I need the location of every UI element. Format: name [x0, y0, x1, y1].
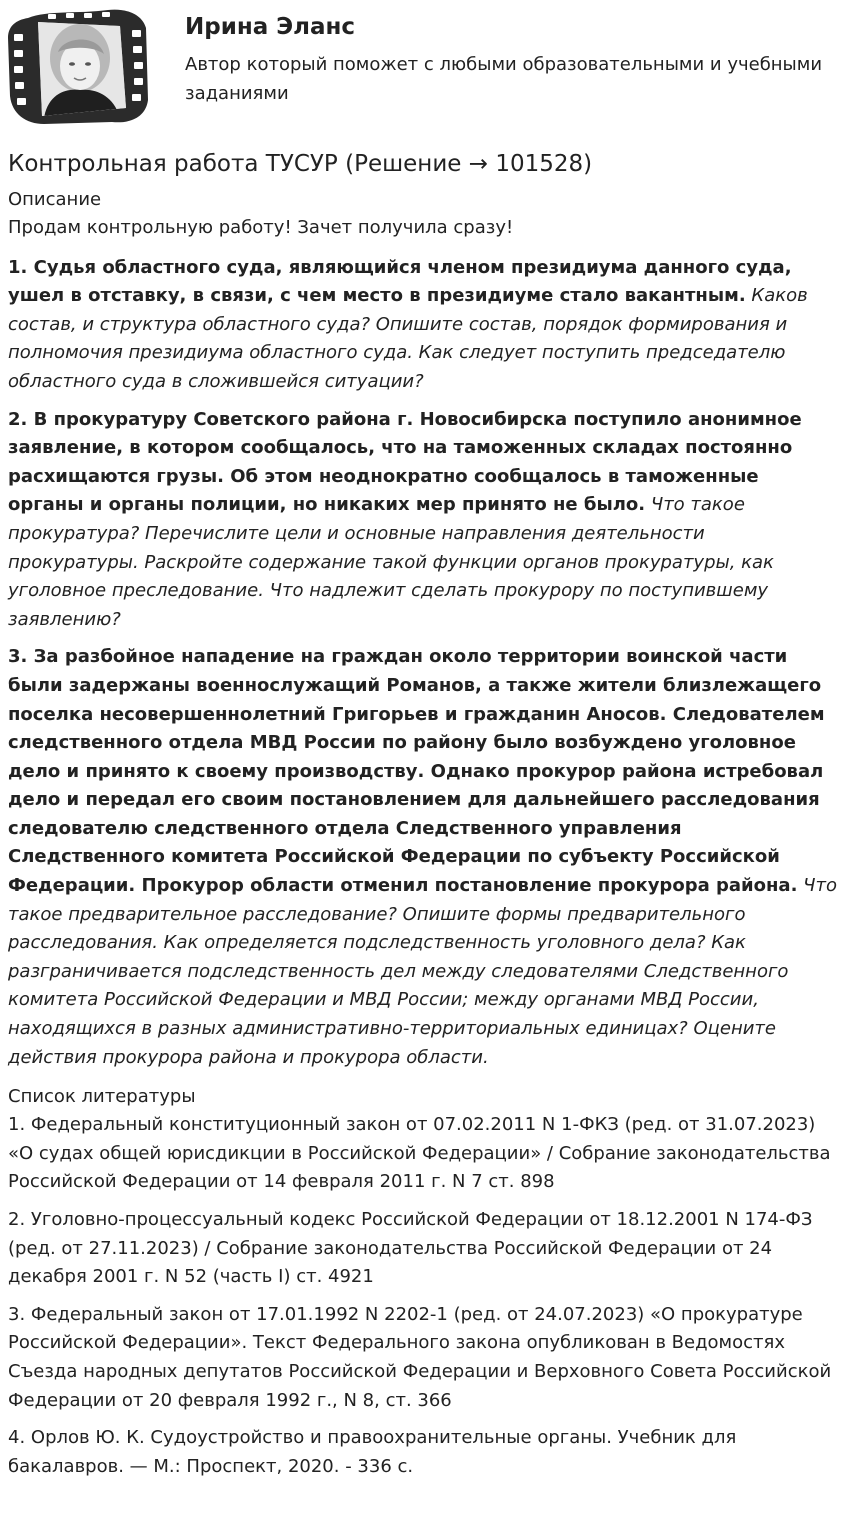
- author-avatar-photo: [8, 8, 150, 126]
- literature-item-2: 2. Уголовно-процессуальный кодекс Российской Федерации от 18.12.2001 N 174-ФЗ (ред. от 27.11.2023) / Собрание законодательства Российской Федерации от 24 декабря 2001 г. N 52 (часть I) ст. 4921: [8, 1209, 813, 1288]
- literature-item-1: 1. Федеральный конституционный закон от 07.02.2011 N 1-ФКЗ (ред. от 31.07.2023) «О судах общей юрисдикции в Российской Федерации» / Собрание законодательства Российской Федерации от 14 февраля 2011 г. N 7 ст. 898: [8, 1114, 831, 1193]
- literature-item-3: 3. Федеральный закон от 17.01.1992 N 2202-1 (ред. от 24.07.2023) «О прокуратуре Российской Федерации». Текст Федерального закона опубликован в Ведомостях Съезда народных депутатов Российской Федерации и Верховного Совета Российской Федерации от 20 февраля 1992 г., N 8, ст. 366: [8, 1303, 832, 1411]
- literature-label: Список литературы: [8, 1086, 196, 1108]
- description-text: Продам контрольную работу! Зачет получила сразу!: [8, 217, 514, 238]
- author-description: Автор который поможет с любыми образовательными и учебными заданиями: [185, 54, 823, 104]
- task-condition: 3. За разбойное нападение на граждан около территории воинской части были задержаны военнослужащий Романов, а также жители близлежащего поселка несовершеннолетний Григорьев и гражданин Аносов. Следователем следственного отдела МВД России по району было возбуждено уголовное дело и принято к своему производству. Однако прокурор района истребовал дело и передал его своим постановлением для дальнейшего расследования следователю следственного отдела Следственного управления Следственного комитета Российской Федерации по субъекту Российской Федерации. Прокурор области отменил постановление прокурора района.: [8, 646, 825, 897]
- task-question: Что такое прокуратура? Перечислите цели и основные направления деятельности прокуратуры. Раскройте содержание такой функции органов прокуратуры, как уголовное преследование. Что надлежит сделать прокурору по поступившему заявлению?: [8, 494, 774, 630]
- work-content: [8, 148, 840, 1490]
- page-title: Контрольная работа ТУСУР (Решение → 101528): [8, 151, 593, 177]
- task-question: Что такое предварительное расследование? Опишите формы предварительного расследования. Как определяется подследственность уголовного дела? Как разграничивается подследственность дел между следователями Следственного комитета Российской Федерации и МВД России; между органами МВД России, находящихся в разных административно-территориальных единицах? Оцените действия прокурора района и прокурора области.: [8, 875, 837, 1068]
- description-label: Описание: [8, 189, 102, 210]
- task-3: [8, 643, 840, 1072]
- task-condition: 2. В прокуратуру Советского района г. Новосибирска поступило анонимное заявление, в котором сообщалось, что на таможенных складах постоянно расхищаются грузы. Об этом неоднократно сообщалось в таможенные органы и органы полиции, но никаких мер принято не было.: [8, 408, 802, 516]
- author-header: [0, 0, 847, 135]
- task-1: [8, 254, 840, 397]
- task-condition: 1. Судья областного суда, являющийся членом президиума данного суда, ушел в отставку, в связи, с чем место в президиуме стало вакантным.: [8, 256, 792, 307]
- task-question: Каков состав, и структура областного суда? Опишите состав, порядок формирования и полномочия президиума областного суда. Как следует поступить председателю областного суда в сложившейся ситуации?: [8, 285, 808, 392]
- literature-item-4: 4. Орлов Ю. К. Судоустройство и правоохранительные органы. Учебник для бакалавров. — М.: Проспект, 2020. - 336 с.: [8, 1427, 737, 1477]
- author-name[interactable]: Ирина Эланс: [185, 14, 356, 40]
- task-2: [8, 406, 840, 635]
